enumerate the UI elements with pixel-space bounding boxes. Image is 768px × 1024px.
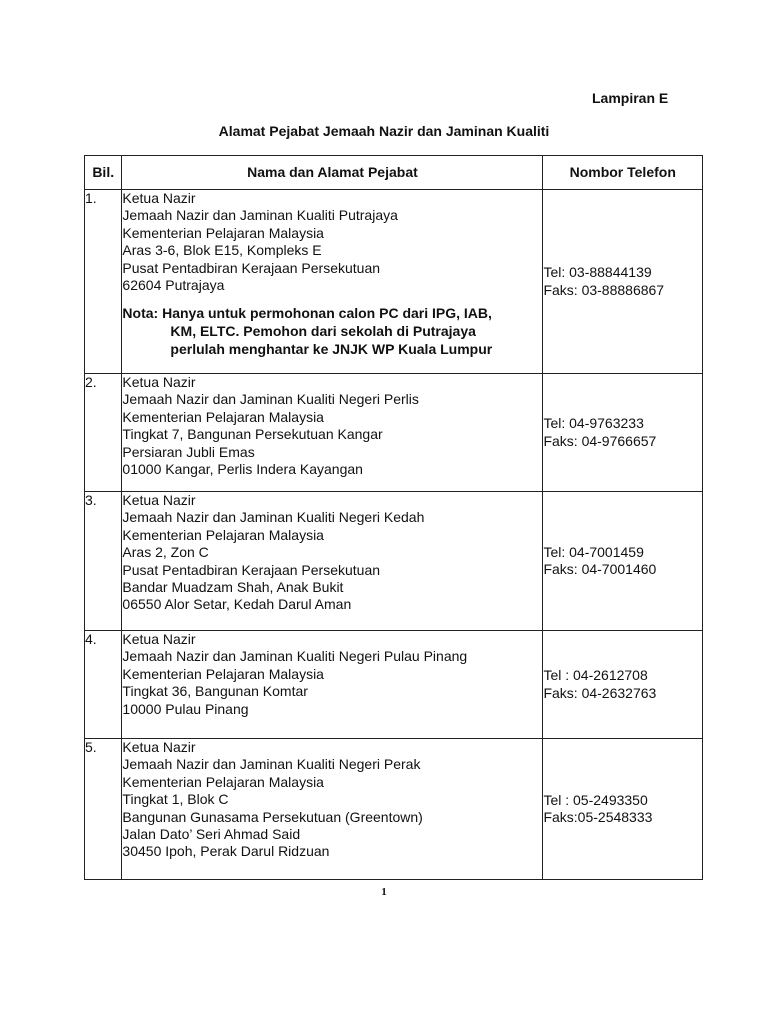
address-line: Ketua Nazir [122, 739, 196, 755]
table-row [85, 631, 703, 739]
fax-number: Faks:05-2548333 [543, 809, 653, 825]
fax-number: Faks: 04-9766657 [543, 432, 657, 449]
row-number: 3. [85, 492, 122, 631]
fax-number: Faks: 04-7001460 [543, 561, 657, 577]
address-line: Kementerian Pelajaran Malaysia [122, 665, 324, 682]
address-line: 01000 Kangar, Perlis Indera Kayangan [122, 461, 363, 478]
address-line: 06550 Alor Setar, Kedah Darul Aman [122, 596, 352, 613]
address-line: 62604 Putrajaya [122, 277, 225, 294]
office-address [122, 374, 543, 492]
office-address [122, 190, 543, 374]
table-header-row [85, 156, 703, 190]
document-title: Alamat Pejabat Jemaah Nazir dan Jaminan Kualiti [218, 123, 550, 139]
note-line: Nota: Hanya untuk permohonan calon PC dari IPG, IAB, [122, 305, 492, 322]
address-line: 10000 Pulau Pinang [122, 700, 249, 717]
address-line: Aras 3-6, Blok E15, Kompleks E [122, 242, 322, 259]
tel-number: Tel: 04-9763233 [543, 415, 644, 432]
office-phone [543, 190, 703, 374]
tel-number: Tel: 04-7001459 [543, 543, 644, 560]
page-number: 1 [381, 886, 387, 898]
address-line: Ketua Nazir [122, 374, 196, 390]
address-line: Bangunan Gunasama Persekutuan (Greentown) [122, 808, 423, 825]
column-header-address: Nama dan Alamat Pejabat [122, 156, 543, 190]
address-line: Tingkat 36, Bangunan Komtar [122, 683, 308, 700]
office-phone [543, 374, 703, 492]
table-row [85, 374, 703, 492]
address-line: Jemaah Nazir dan Jaminan Kualiti Negeri Kedah [122, 509, 425, 526]
column-header-phone: Nombor Telefon [543, 156, 703, 190]
office-address [122, 492, 543, 631]
address-line: Kementerian Pelajaran Malaysia [122, 526, 324, 543]
office-phone [543, 631, 703, 739]
address-line: Bandar Muadzam Shah, Anak Bukit [122, 579, 344, 596]
address-line: Ketua Nazir [122, 492, 196, 508]
address-line: Jemaah Nazir dan Jaminan Kualiti Negeri Perak [122, 756, 421, 773]
tel-number: Tel: 03-88844139 [543, 264, 652, 281]
address-line: Persiaran Jubli Emas [122, 443, 255, 460]
office-table [84, 155, 703, 880]
office-phone [543, 739, 703, 880]
address-line: 30450 Ipoh, Perak Darul Ridzuan [122, 843, 330, 860]
table-row [85, 492, 703, 631]
address-line: Kementerian Pelajaran Malaysia [122, 408, 324, 425]
office-address [122, 739, 543, 880]
address-line: Ketua Nazir [122, 190, 196, 206]
address-line: Tingkat 1, Blok C [122, 791, 229, 808]
address-line: Ketua Nazir [122, 631, 196, 647]
fax-number: Faks: 03-88886867 [543, 281, 665, 298]
tel-number: Tel : 05-2493350 [543, 791, 648, 808]
note-block [122, 304, 542, 358]
tel-number: Tel : 04-2612708 [543, 667, 648, 684]
address-line: Kementerian Pelajaran Malaysia [122, 224, 324, 241]
row-number: 2. [85, 374, 122, 492]
office-address [122, 631, 543, 739]
address-line: Jalan Dato’ Seri Ahmad Said [122, 826, 301, 843]
appendix-label: Lampiran E [592, 90, 669, 106]
address-line: Jemaah Nazir dan Jaminan Kualiti Putrajaya [122, 207, 398, 224]
table-row [85, 739, 703, 880]
table-row [85, 190, 703, 374]
row-number: 1. [85, 190, 122, 374]
address-line: Jemaah Nazir dan Jaminan Kualiti Negeri Pulau Pinang [122, 648, 468, 665]
fax-number: Faks: 04-2632763 [543, 684, 657, 701]
office-phone [543, 492, 703, 631]
address-line: Kementerian Pelajaran Malaysia [122, 773, 324, 790]
note-line: perlulah menghantar ke JNJK WP Kuala Lumpur [170, 341, 493, 358]
address-line: Pusat Pentadbiran Kerajaan Persekutuan [122, 561, 381, 578]
address-line: Aras 2, Zon C [122, 544, 209, 561]
address-line: Jemaah Nazir dan Jaminan Kualiti Negeri Perlis [122, 391, 419, 408]
address-line: Tingkat 7, Bangunan Persekutuan Kangar [122, 426, 383, 443]
note-line: KM, ELTC. Pemohon dari sekolah di Putrajaya [170, 323, 476, 340]
row-number: 5. [85, 739, 122, 880]
column-header-number: Bil. [85, 156, 122, 190]
row-number: 4. [85, 631, 122, 739]
address-line: Pusat Pentadbiran Kerajaan Persekutuan [122, 259, 381, 276]
